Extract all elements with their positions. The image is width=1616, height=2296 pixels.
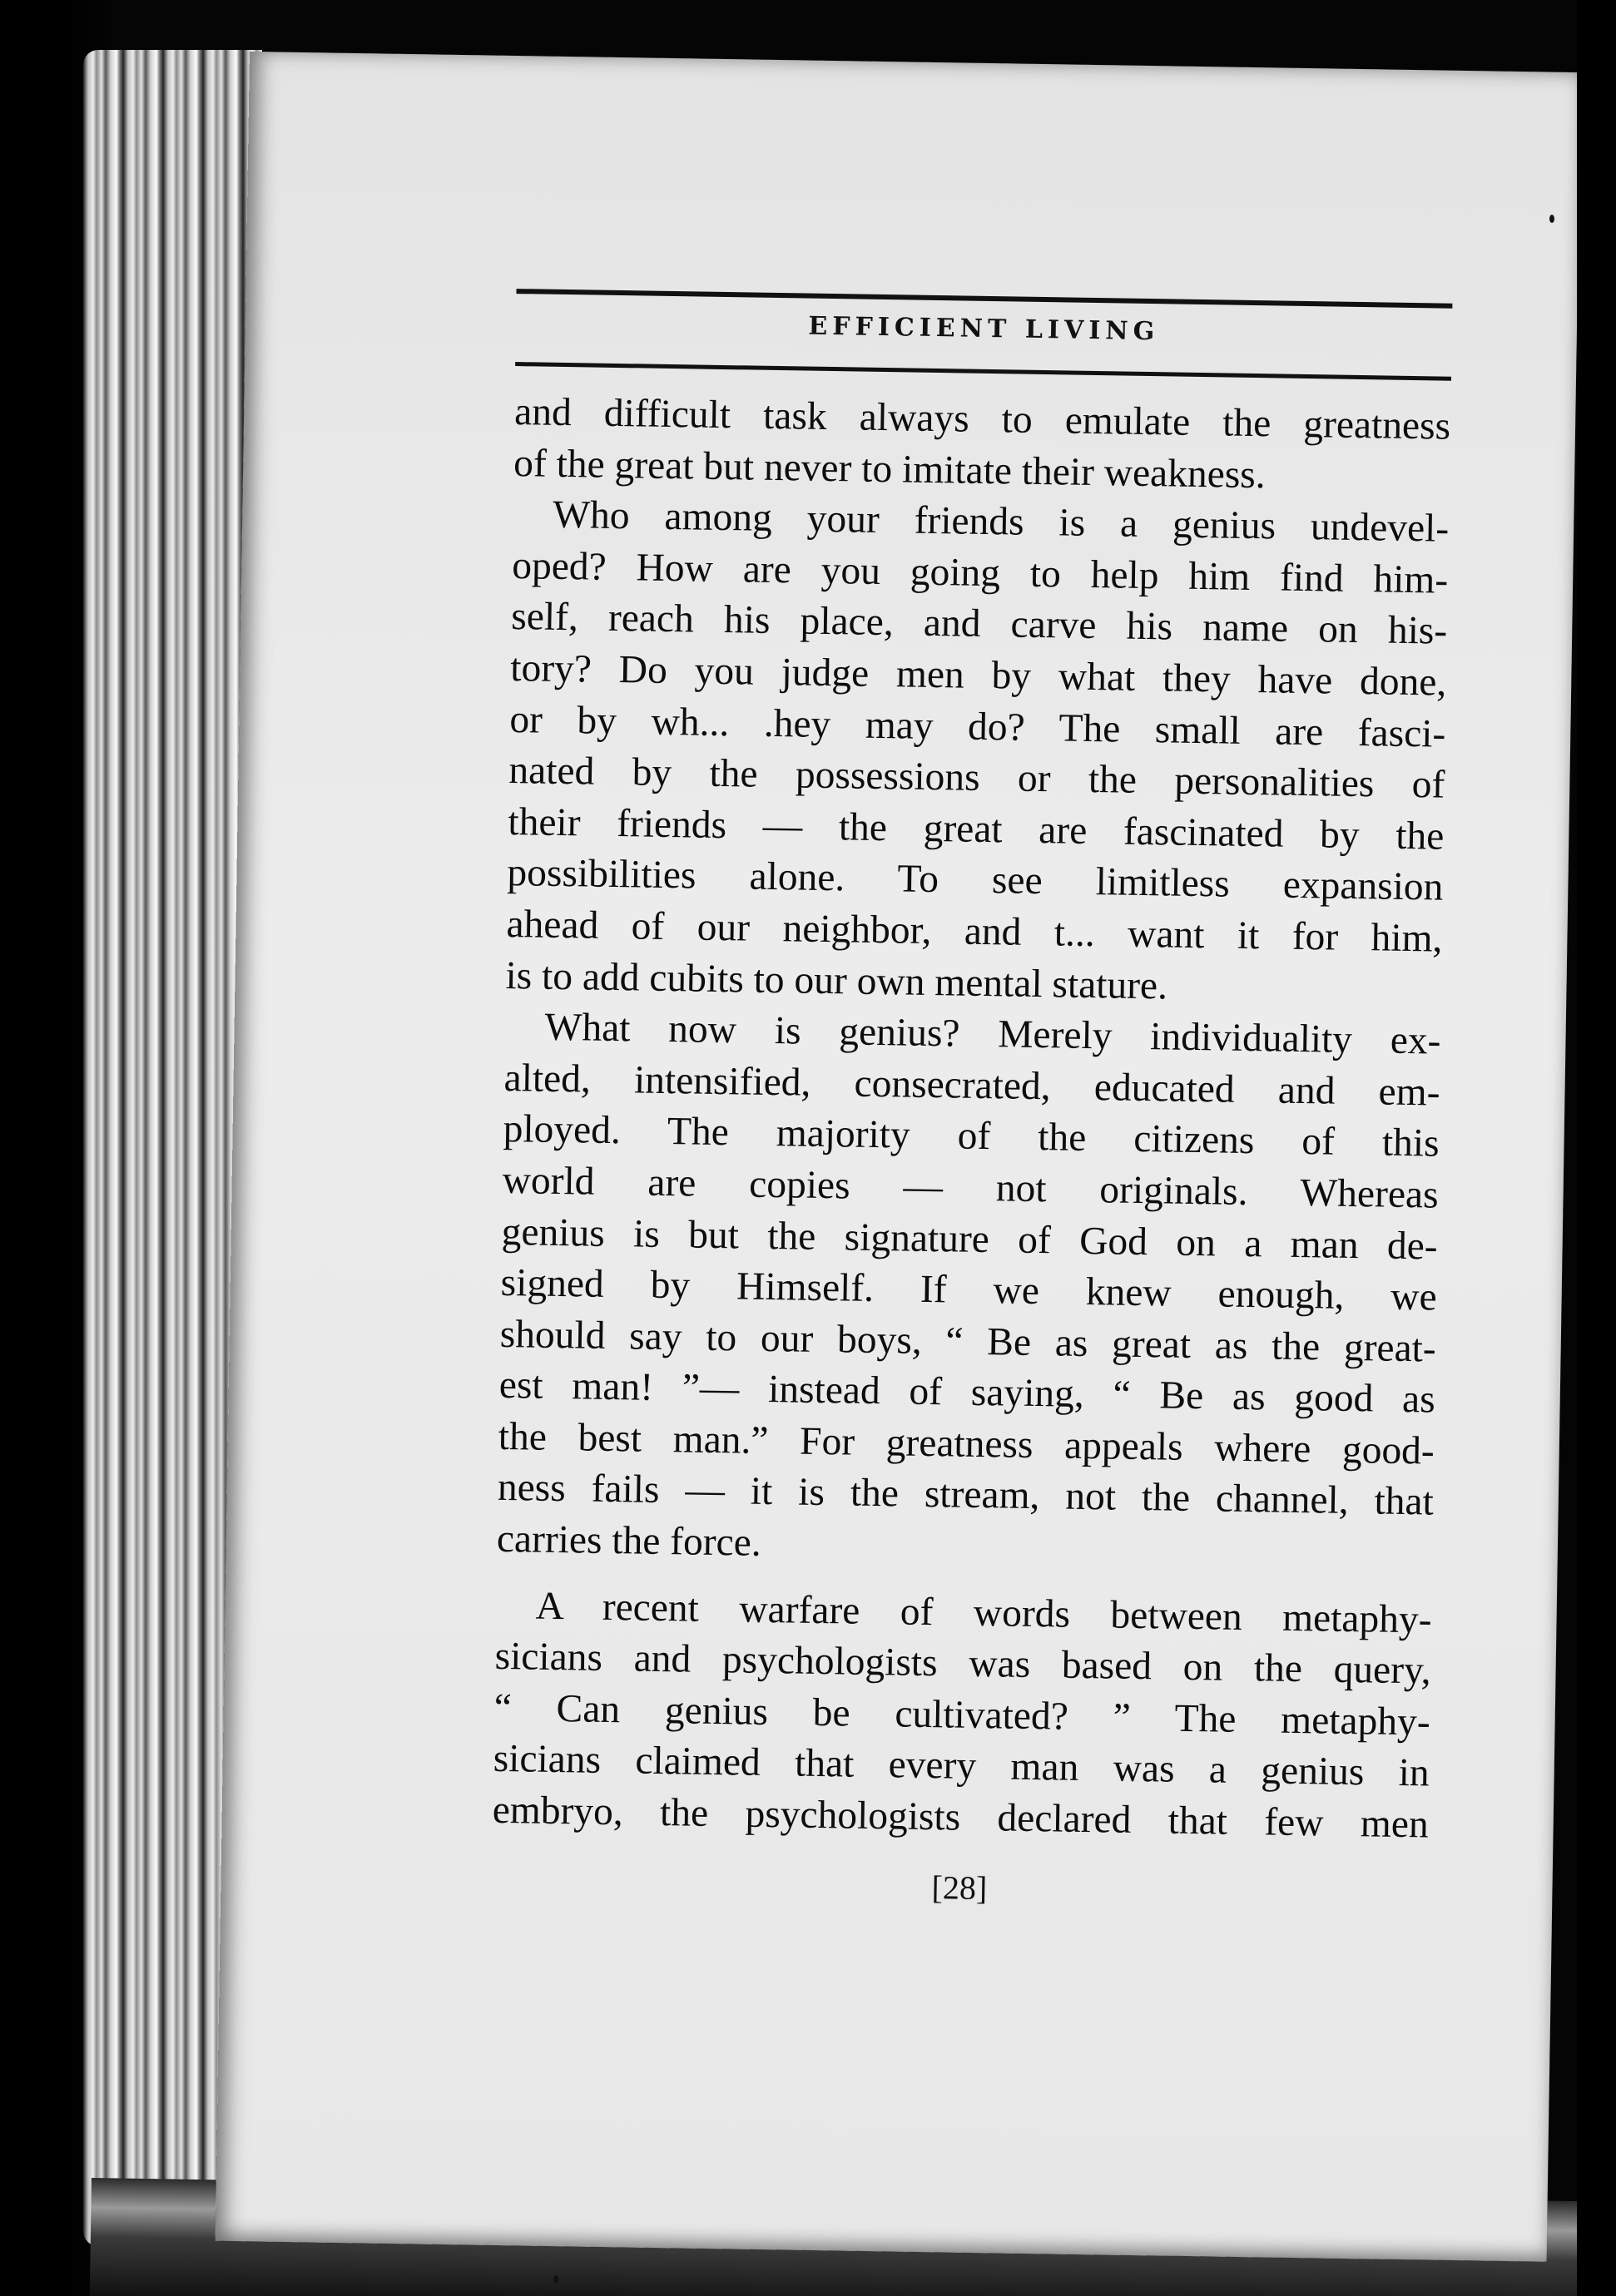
text-line: their friends — the great are fascinated by the <box>508 799 1445 859</box>
text-line: the best man.” For greatness appeals where good- <box>498 1414 1435 1473</box>
text-line: embryo, the psychologists declared that few men <box>492 1788 1430 1847</box>
text-line: ahead of our neighbor, and t... want it for him, <box>506 902 1443 961</box>
header-rule-bottom <box>515 362 1451 381</box>
text-line: and difficult task always to emulate the greatness <box>513 390 1451 448</box>
text-line: genius is but the signature of God on a man de- <box>501 1210 1439 1269</box>
page-number: [28] <box>931 1868 988 1908</box>
text-line: world are copies — not originals. Whereas <box>502 1158 1439 1217</box>
dust-speck <box>553 2275 558 2284</box>
text-line: signed by Himself. If we knew enough, we <box>500 1261 1438 1319</box>
text-line: est man! ”— instead of saying, “ Be as good as <box>498 1363 1436 1422</box>
text-line: What now is genius? Merely individuality ex- <box>544 1005 1441 1063</box>
body-text <box>492 387 1450 1851</box>
running-head: EFFICIENT LIVING <box>808 311 1160 347</box>
text-line: tory? Do you judge men by what they have done, <box>509 646 1447 705</box>
text-line: alted, intensified, consecrated, educated and em- <box>503 1056 1440 1115</box>
text-line: sicians and psychologists was based on the query, <box>494 1635 1432 1693</box>
text-line: Who among your friends is a genius undevel- <box>552 492 1450 551</box>
text-line: of the great but never to imitate their weakness. <box>513 441 1267 497</box>
header-rule-top <box>516 289 1452 309</box>
text-line: should say to our boys, “ Be as great as the great- <box>499 1312 1437 1371</box>
dust-speck <box>1549 215 1554 223</box>
text-line: nated by the possessions or the personalities of <box>508 749 1445 807</box>
text-line: ployed. The majority of the citizens of this <box>503 1107 1440 1165</box>
text-line: or by wh... .hey may do? The small are fasci- <box>509 697 1446 756</box>
text-line: ness fails — it is the stream, not the channel, that <box>497 1466 1435 1525</box>
text-line: self, reach his place, and carve his name on his- <box>510 595 1448 654</box>
text-line: carries the force. <box>496 1517 762 1565</box>
right-shadow <box>1577 0 1616 2296</box>
text-line: A recent warfare of words between metaphy- <box>535 1584 1432 1642</box>
text-line: sicians claimed that every man was a genius in <box>493 1737 1430 1795</box>
text-line: possibilities alone. To see limitless expansion <box>507 851 1444 909</box>
text-line: oped? How are you going to help him find him- <box>511 543 1449 602</box>
book-page <box>216 52 1581 2262</box>
text-line: “ Can genius be cultivated? ” The metaphy- <box>493 1685 1431 1744</box>
text-line: is to add cubits to our own mental stature. <box>505 953 1168 1007</box>
